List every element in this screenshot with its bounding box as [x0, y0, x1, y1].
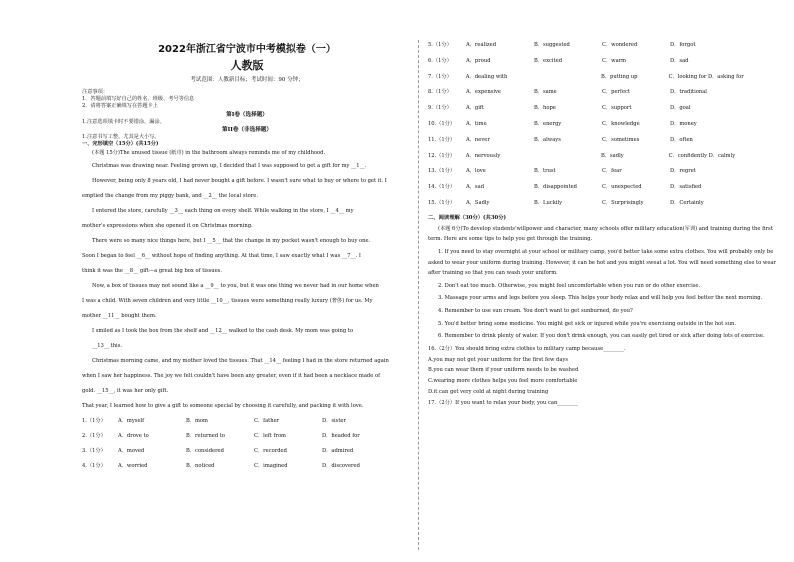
question-number: 15.（1分）: [428, 199, 456, 206]
option-d[interactable]: D．Certainly: [670, 199, 704, 206]
part1-note: 1.注意选项填卡时不要错涂、漏涂。: [82, 118, 165, 125]
option-b[interactable]: B．always: [534, 136, 561, 143]
option-row: [82, 414, 412, 429]
part2-note: 1.注意书写工整，尤其是大小写。: [82, 133, 160, 140]
question-number: 10.（1分）: [428, 120, 456, 127]
option-c[interactable]: C．sometimes: [602, 136, 640, 143]
option-c[interactable]: C．Surprisingly: [602, 199, 644, 206]
option-c[interactable]: C．knowledge: [602, 120, 640, 127]
option-b[interactable]: B．energy: [534, 120, 562, 127]
option-row: [428, 101, 778, 117]
question-number: 13.（1分）: [428, 168, 456, 175]
passage-line: Now, a box of tissues may not sound like a __9__ to you, but it was one thing we never had in our home when: [92, 283, 379, 290]
reading-paragraph: 1. If you need to stay overnight at your school or military camp, you'd better take some extra clothes. You will probably only be asked to wear your uniform during training. However, it can be hot and you might sweat a lot. You will need something else to wear after training so that you can wash your uniform.: [428, 248, 776, 277]
question-number: 7.（1分）: [428, 73, 452, 80]
question-17: 17.（2分）If you want to relax your body, you can________: [428, 399, 579, 406]
q16-option-b[interactable]: B.you can wear them if your uniform needs to be washed: [428, 367, 579, 374]
option-row: [428, 85, 778, 101]
passage-line: I was a child. With seven children and very little __10__, tissues were something really luxury (奢侈) for us. My: [82, 298, 373, 305]
question-number: 8.（1分）: [428, 89, 452, 96]
passage-line: Christmas morning came, and my mother loved the tissues. That __14__ feeling I had in the store returned again: [92, 358, 389, 365]
question-number: 6.（1分）: [428, 57, 452, 64]
passage-line: when I saw her happiness. The joy we felt couldn't have been any greater, even if it had been a necklace made of: [82, 373, 380, 380]
question-number: 9.（1分）: [428, 105, 452, 112]
reading-paragraph: (本题 6分)To develop students'willpower and character, many schools offer military education(军训) and training during the first term. Here are some tips to help you get through the training.: [428, 225, 773, 243]
option-row: [428, 133, 778, 149]
option-a[interactable]: A．expensive: [466, 89, 501, 96]
passage-line: gold. __15__, it was her only gift.: [82, 388, 169, 395]
exam-title: 2022年浙江省宁波市中考模拟卷（一）: [158, 44, 336, 55]
passage-line: I smiled as I took the box from the shelf and __12__ walked to the cash desk. My mom was going to: [92, 328, 354, 335]
question-number: 2.（1分）: [82, 433, 106, 440]
option-c[interactable]: C．fear: [602, 168, 622, 175]
option-a[interactable]: A．time: [466, 120, 487, 127]
option-row: [428, 117, 778, 133]
option-d[interactable]: C．looking for D．asking for: [668, 73, 744, 80]
reading-paragraph: 3. Massage your arms and legs before you sleep. This helps your body relax and will help you feel better the next morning.: [438, 295, 763, 302]
option-d[interactable]: D．sad: [670, 57, 689, 64]
option-b[interactable]: B．excited: [534, 57, 563, 64]
passage-line: However, being only 8 years old, I had never bought a gift before. I wasn't sure what to buy or where to get it. I: [92, 178, 387, 185]
option-a[interactable]: A．never: [466, 136, 490, 143]
question-number: 3.（1分）: [82, 448, 106, 455]
option-row: [428, 196, 778, 212]
option-a[interactable]: A．Sadly: [466, 199, 490, 206]
question-number: 11.（1分）: [428, 136, 456, 143]
option-d[interactable]: D．forgot: [670, 42, 696, 48]
question-number: 5.（1分）: [428, 42, 452, 48]
passage-line: (本题 15分)The unused tissue (纸巾) in the bathroom always reminds me of my childhood.: [92, 150, 326, 157]
option-c[interactable]: C．recorded: [254, 448, 287, 455]
passage-line: mother __11__ bought them.: [82, 313, 157, 320]
notice-item: 2．请将答案正确填写在答题卡上: [82, 103, 158, 110]
passage-line: mother's expressions when she opened it on Christmas morning.: [82, 223, 253, 230]
q16-option-c[interactable]: C.wearing more clothes helps you feel more comfortable: [428, 378, 578, 385]
option-c[interactable]: B．sadly: [601, 152, 624, 159]
option-c[interactable]: C．perfect: [602, 89, 631, 96]
question-16: 16.（2分）You should bring extra clothes to military camp because________.: [428, 345, 626, 352]
option-d[interactable]: D．regret: [670, 168, 696, 175]
option-a[interactable]: A．drove to: [118, 433, 149, 440]
part2-heading: 第II卷（非选择题）: [222, 126, 272, 133]
option-b[interactable]: B．noticed: [186, 463, 215, 470]
passage-line: Christmas was drawing near. Feeling grown up, I decided that I was supposed to get a gift for my __1__.: [92, 163, 367, 170]
reading-paragraph: 2. Don't eat too much. Otherwise, you might feel uncomfortable when you run or do other exercise.: [438, 282, 701, 289]
option-row: [428, 70, 778, 86]
option-b[interactable]: B．suggested: [534, 42, 570, 48]
q16-option-a[interactable]: A.you may not get your uniform for the first few days: [428, 356, 569, 363]
option-b[interactable]: B．considered: [186, 448, 224, 455]
option-d[interactable]: D．goal: [670, 105, 691, 112]
option-b[interactable]: B．hope: [534, 105, 556, 112]
option-b[interactable]: B．disappointed: [534, 184, 577, 191]
option-a[interactable]: A．love: [466, 168, 486, 175]
option-b[interactable]: B．Luckily: [534, 199, 563, 206]
option-d[interactable]: D．often: [670, 136, 693, 143]
option-a[interactable]: A．myself: [118, 418, 145, 425]
question-number: 14.（1分）: [428, 184, 456, 191]
option-d[interactable]: D．sister: [322, 418, 346, 425]
option-d[interactable]: D．admired: [322, 448, 354, 455]
reading-paragraph: 5. You'd better bring some medicine. You might get sick or injured while you're exercising outside in the hot sun.: [438, 320, 737, 327]
option-b[interactable]: B．returned to: [186, 433, 226, 440]
option-c[interactable]: C．wondered: [602, 42, 638, 48]
option-b[interactable]: B．trust: [534, 168, 556, 175]
option-a[interactable]: A．worried: [118, 463, 148, 470]
passage-line: That year, I learned how to give a gift to someone special by choosing it carefully, and packing it with love.: [82, 403, 364, 410]
option-row: [428, 38, 778, 54]
column-divider: [418, 40, 419, 550]
option-d[interactable]: D．satisfied: [670, 184, 702, 191]
option-row: [82, 459, 412, 474]
option-b[interactable]: B．same: [534, 89, 557, 96]
section2-heading: 二、阅读理解（30分）(共30分): [428, 214, 507, 221]
option-c[interactable]: C．warm: [602, 57, 627, 64]
passage-line: Soon I began to feel __6__ without hope of finding anything. At that time, I saw exactly what I was __7__. I: [82, 253, 361, 260]
option-row: [428, 180, 778, 196]
passage-line: I entered the store, carefully __3__ each thing on every shelf. While walking in the store, I __4__ my: [92, 208, 354, 215]
option-d[interactable]: D．money: [670, 120, 697, 127]
reading-paragraph: 4. Remember to use sun cream. You don't want to get sunburned, do you?: [438, 307, 633, 314]
option-a[interactable]: A．realized: [466, 42, 497, 48]
option-a[interactable]: A．proud: [466, 57, 491, 64]
part1-heading: 第I卷（选择题）: [226, 111, 268, 118]
option-row: [428, 54, 778, 70]
option-c[interactable]: C．left from: [254, 433, 286, 440]
notice-title: 注意事项：: [82, 89, 108, 95]
passage-line: think it was the __8__ gift—a great big box of tissues.: [82, 268, 222, 275]
passage-line: There were so many nice things here, but I __5__ that the change in my pocket wasn't enough to buy one.: [92, 238, 371, 245]
option-c[interactable]: C．support: [602, 105, 632, 112]
passage-line: emptied the change from my piggy bank, and __2__ the local store.: [82, 193, 258, 200]
option-d[interactable]: D．traditional: [670, 89, 707, 96]
option-c[interactable]: B．putting up: [601, 73, 638, 80]
option-a[interactable]: A．moved: [118, 448, 145, 455]
option-b[interactable]: [533, 149, 601, 165]
option-row: [428, 149, 778, 165]
notice-item: 1．答题前填写好自己的姓名、班级、考号等信息: [82, 96, 195, 103]
exam-meta: 考试范围：人教新目标；考试时间：90 分钟；: [190, 77, 304, 83]
option-a[interactable]: A．dealing with: [465, 73, 508, 80]
reading-paragraph: 6. Remember to drink plenty of water. If you don't drink enough, you can easily get tired or sick after doing lots of exercise.: [438, 333, 765, 340]
option-d[interactable]: C．confidently D．calmly: [668, 152, 736, 159]
option-a[interactable]: A．sad: [466, 184, 485, 191]
left-column: [82, 40, 412, 474]
option-c[interactable]: C．unexpected: [602, 184, 642, 191]
q16-option-d[interactable]: D.it can get very cold at night during training: [428, 388, 549, 395]
right-column: [428, 38, 778, 408]
option-d[interactable]: D．headed for: [322, 433, 360, 440]
option-b[interactable]: B．mom: [186, 418, 208, 425]
section1-heading: 一、完形填空（15分）(共15分): [82, 141, 159, 148]
option-row: [82, 444, 412, 459]
question-number: 4.（1分）: [82, 463, 106, 470]
option-a[interactable]: A．nervously: [465, 152, 501, 159]
question-number: 1.（1分）: [82, 418, 106, 425]
passage-line: __13__ this.: [92, 343, 123, 350]
option-d[interactable]: D．discovered: [322, 463, 360, 470]
option-b[interactable]: [533, 70, 601, 86]
option-row: [428, 164, 778, 180]
option-row: [82, 429, 412, 444]
question-number: 12.（1分）: [428, 152, 456, 159]
option-c[interactable]: C．father: [254, 418, 280, 425]
exam-subtitle: 人教版: [230, 59, 264, 72]
option-c[interactable]: C．imagined: [254, 463, 288, 470]
option-a[interactable]: A．gift: [466, 105, 484, 112]
